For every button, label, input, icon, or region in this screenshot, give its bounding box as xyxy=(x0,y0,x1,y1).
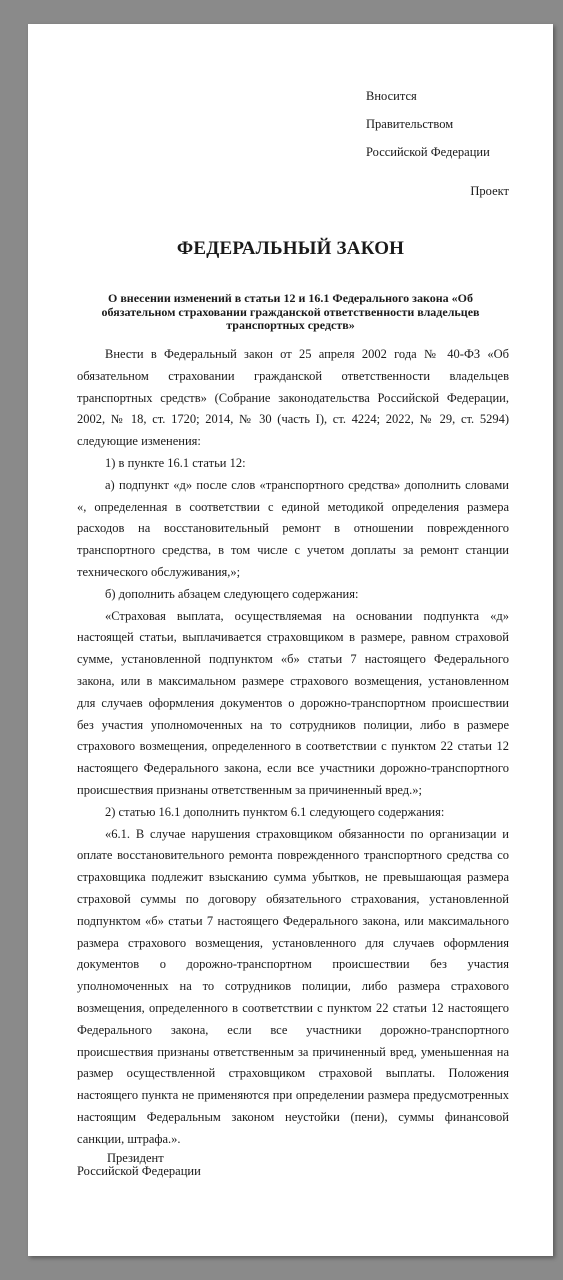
submitted-line-3: Российской Федерации xyxy=(366,145,490,159)
paragraph: 1) в пункте 16.1 статьи 12: xyxy=(105,455,246,470)
document-page xyxy=(28,24,553,1256)
paragraph: а) подпункт «д» после слов «транспортного средства» дополнить словами «, определенная в соответствии с единой методикой определения размера расходов на восстановительный ремонт в отношении поврежденного транспортного средства, в том числе с учетом доплаты за ремонт станции технического обслуживания,»; xyxy=(77,477,509,579)
submitted-by-block xyxy=(366,82,490,166)
law-title: ФЕДЕРАЛЬНЫЙ ЗАКОН xyxy=(176,238,405,259)
signature-organization: Российской Федерации xyxy=(77,1164,201,1178)
law-body xyxy=(77,344,509,1150)
submitted-line-2: Правительством xyxy=(366,117,454,131)
paragraph: «6.1. В случае нарушения страховщиком обязанности по организации и оплате восстановительного ремонта поврежденного транспортного средства со страховщика подлежит взысканию сумма убытков, не превышающая размера страховой суммы по договору обязательного страхования, установленной подпунктом «б» статьи 7 настоящего Федерального закона, или максимального размера страхового возмещения, установленного для случаев оформления документов о дорожно-транспортном происшествии без участия уполномоченных на то сотрудников полиции, либо размера страхового возмещения, определенного в соответствии с пунктом 22 статьи 12 настоящего Федерального закона, если все участники дорожно-транспортного происшествия признаны ответственным за причиненный вред, уменьшенная на размер осуществленной страховщиком страховой выплаты. Положения настоящего пункта не применяются при определении размера предусмотренных настоящим Федеральным законом неустойки (пени), суммы финансовой санкции, штрафа.». xyxy=(77,826,509,1146)
draft-label: Проект xyxy=(470,184,509,198)
paragraph: Внести в Федеральный закон от 25 апреля 2002 года № 40-ФЗ «Об обязательном страховании гражданской ответственности владельцев транспортных средств» (Собрание законодательства Российской Федерации, 2002, № 18, ст. 1720; 2014, № 30 (часть I), ст. 4224; 2022, № 29, ст. 5294) следующие изменения: xyxy=(77,347,509,449)
paragraph: 2) статью 16.1 дополнить пунктом 6.1 следующего содержания: xyxy=(105,804,445,819)
paragraph: б) дополнить абзацем следующего содержания: xyxy=(105,586,359,601)
submitted-line-1: Вносится xyxy=(366,89,417,103)
paragraph: «Страховая выплата, осуществляемая на основании подпункта «д» настоящей статьи, выплачивается страховщиком в размере, равном страховой сумме, установленной подпунктом «б» статьи 7 настоящего Федерального закона, или в максимальном размере страхового возмещения, установленном для случаев оформления документов о дорожно-транспортном происшествии без участия уполномоченных на то сотрудников полиции, либо в размере страхового возмещения, определенного в соответствии с пунктом 22 статьи 12 настоящего Федерального закона, если все участники дорожно-транспортного происшествия признаны ответственным за причиненный вред.»; xyxy=(77,608,509,797)
signature-block xyxy=(77,1152,201,1178)
signature-title: Президент xyxy=(107,1151,164,1165)
law-subtitle: О внесении изменений в статьи 12 и 16.1 Федерального закона «Об обязательном страховании гражданской ответственности владельцев транспортных средств» xyxy=(101,291,480,332)
